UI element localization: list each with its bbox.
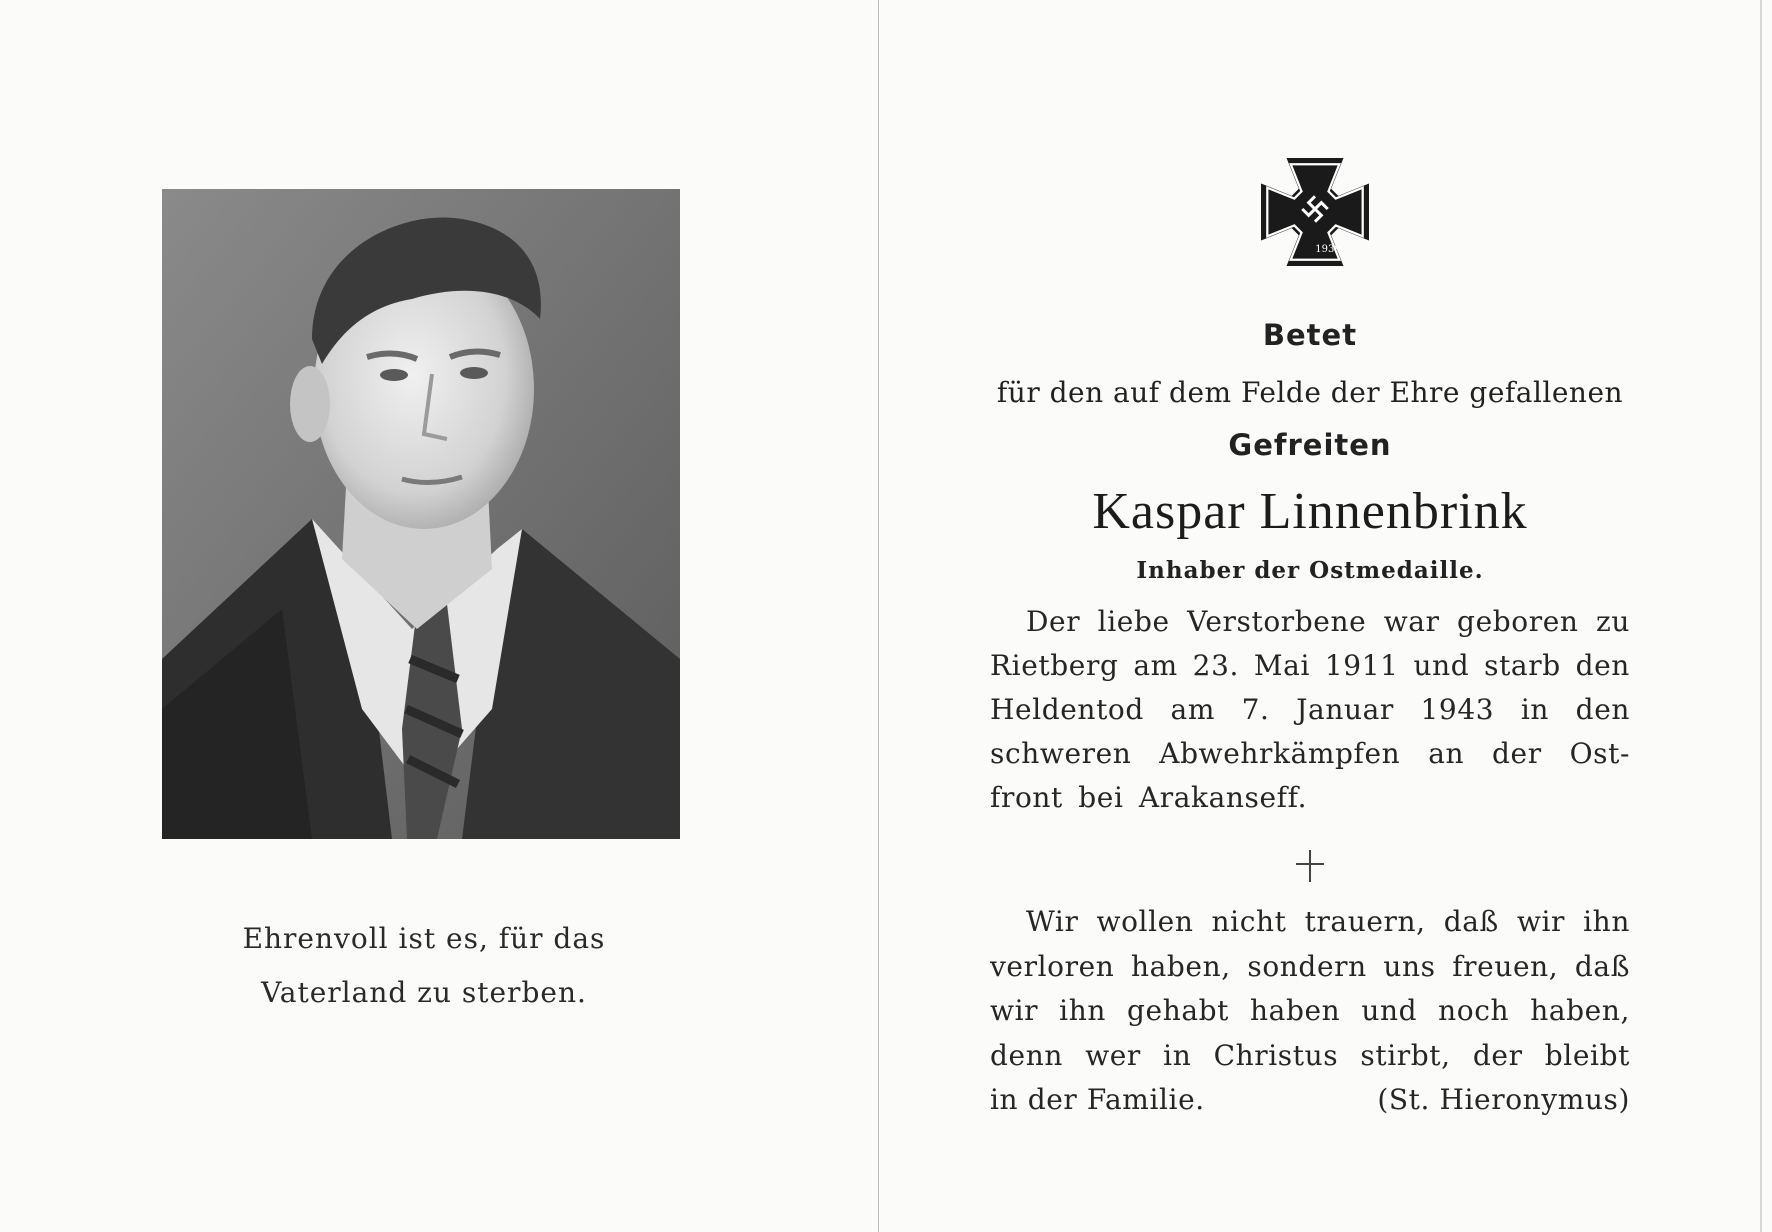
dedication-line: für den auf dem Felde der Ehre gefallenen	[996, 376, 1624, 409]
rank: Gefreiten	[1228, 428, 1392, 462]
bio-word: am	[1170, 693, 1215, 726]
quote-word: sondern	[1247, 949, 1367, 983]
quote-word: Wir	[1026, 905, 1079, 938]
bio-word: Verstorbene	[1187, 605, 1367, 638]
quote-word: bleibt	[1544, 1038, 1630, 1072]
deceased-name: Kaspar Linnenbrink	[1092, 483, 1528, 540]
bio-word: bei	[1078, 781, 1124, 814]
quote-word: nicht	[1211, 905, 1287, 938]
motto-line: Ehrenvoll ist es, für das	[242, 922, 606, 955]
quote-lines	[990, 900, 1630, 1078]
quote-word: denn	[990, 1038, 1063, 1072]
bio-word: in	[1520, 693, 1550, 726]
bio-word: zu	[1595, 605, 1630, 638]
fold-line	[878, 0, 879, 1232]
portrait-photo	[162, 189, 680, 839]
quote-word: wer	[1085, 1038, 1141, 1072]
quote-word: freuen,	[1452, 949, 1559, 983]
quote-word: haben	[1250, 994, 1341, 1027]
quote-word: ihn	[1583, 905, 1630, 938]
quote-word: ihn	[1059, 994, 1106, 1027]
quote-word: haben,	[1530, 994, 1630, 1027]
bio-word: am	[1133, 649, 1178, 682]
bio-word: 7.	[1241, 693, 1270, 726]
quote-word: Christus	[1213, 1038, 1339, 1072]
quote-word: verloren	[990, 949, 1115, 983]
bio-word: der	[1492, 737, 1542, 770]
bio-line	[990, 776, 1630, 820]
bio-word: 1911	[1324, 649, 1399, 682]
bio-word: Arakanseff.	[1138, 781, 1308, 814]
biography	[990, 600, 1630, 820]
quote-word: haben,	[1130, 949, 1231, 983]
quote-last-line	[990, 1078, 1630, 1123]
bio-word: und	[1413, 649, 1470, 682]
iron-cross-icon	[1258, 155, 1372, 269]
bio-word: war	[1383, 605, 1440, 638]
quote-word: noch	[1438, 994, 1510, 1027]
quote-word: trauern,	[1304, 905, 1426, 938]
quote	[990, 900, 1630, 1123]
quote-word: gehabt	[1127, 994, 1229, 1027]
pray-heading: Betet	[1262, 318, 1358, 352]
bio-line	[990, 644, 1630, 688]
bio-word: starb	[1484, 649, 1561, 682]
bio-line	[990, 600, 1630, 644]
quote-word: uns	[1383, 949, 1436, 983]
quote-word: und	[1361, 994, 1418, 1027]
bio-word: 1943	[1420, 693, 1495, 726]
bio-word: Rietberg	[990, 649, 1119, 682]
bio-word: schweren	[990, 737, 1132, 770]
quote-line	[990, 989, 1630, 1034]
bio-word: front	[990, 781, 1063, 814]
quote-word: wollen	[1096, 905, 1194, 938]
bio-word: den	[1575, 649, 1630, 682]
quote-word: der	[1472, 1038, 1523, 1072]
bio-word: Ost-	[1569, 737, 1630, 770]
bio-word: 23.	[1192, 649, 1240, 682]
quote-line	[990, 1034, 1630, 1079]
quote-word: daß	[1443, 905, 1499, 938]
motto-line: Vaterland zu sterben.	[261, 976, 587, 1009]
quote-line	[990, 945, 1630, 990]
quote-word: in	[1163, 1038, 1192, 1072]
quote-word: daß	[1574, 949, 1630, 983]
bio-word: Abwehrkämpfen	[1159, 737, 1401, 770]
quote-attribution: (St. Hieronymus)	[1377, 1083, 1630, 1116]
bio-word: liebe	[1097, 605, 1170, 638]
bio-word: Januar	[1296, 693, 1394, 726]
bio-word: Mai	[1253, 649, 1311, 682]
bio-line	[990, 688, 1630, 732]
bio-line	[990, 732, 1630, 776]
bio-word: Der	[1026, 605, 1081, 638]
bio-word: an	[1428, 737, 1465, 770]
emblem-year: 1939	[1315, 244, 1341, 255]
quote-word: wir	[1516, 905, 1566, 938]
cross-icon	[1292, 848, 1328, 884]
quote-word: wir	[990, 994, 1039, 1027]
quote-last-text: in der Familie.	[990, 1083, 1205, 1116]
card-edge	[1760, 0, 1762, 1232]
bio-word: Heldentod	[990, 693, 1144, 726]
bio-word: den	[1575, 693, 1630, 726]
quote-line	[990, 900, 1630, 945]
quote-word: stirbt,	[1360, 1038, 1451, 1072]
honor-line: Inhaber der Ostmedaille.	[1136, 557, 1484, 584]
bio-word: geboren	[1457, 605, 1579, 638]
motto	[160, 912, 688, 1020]
